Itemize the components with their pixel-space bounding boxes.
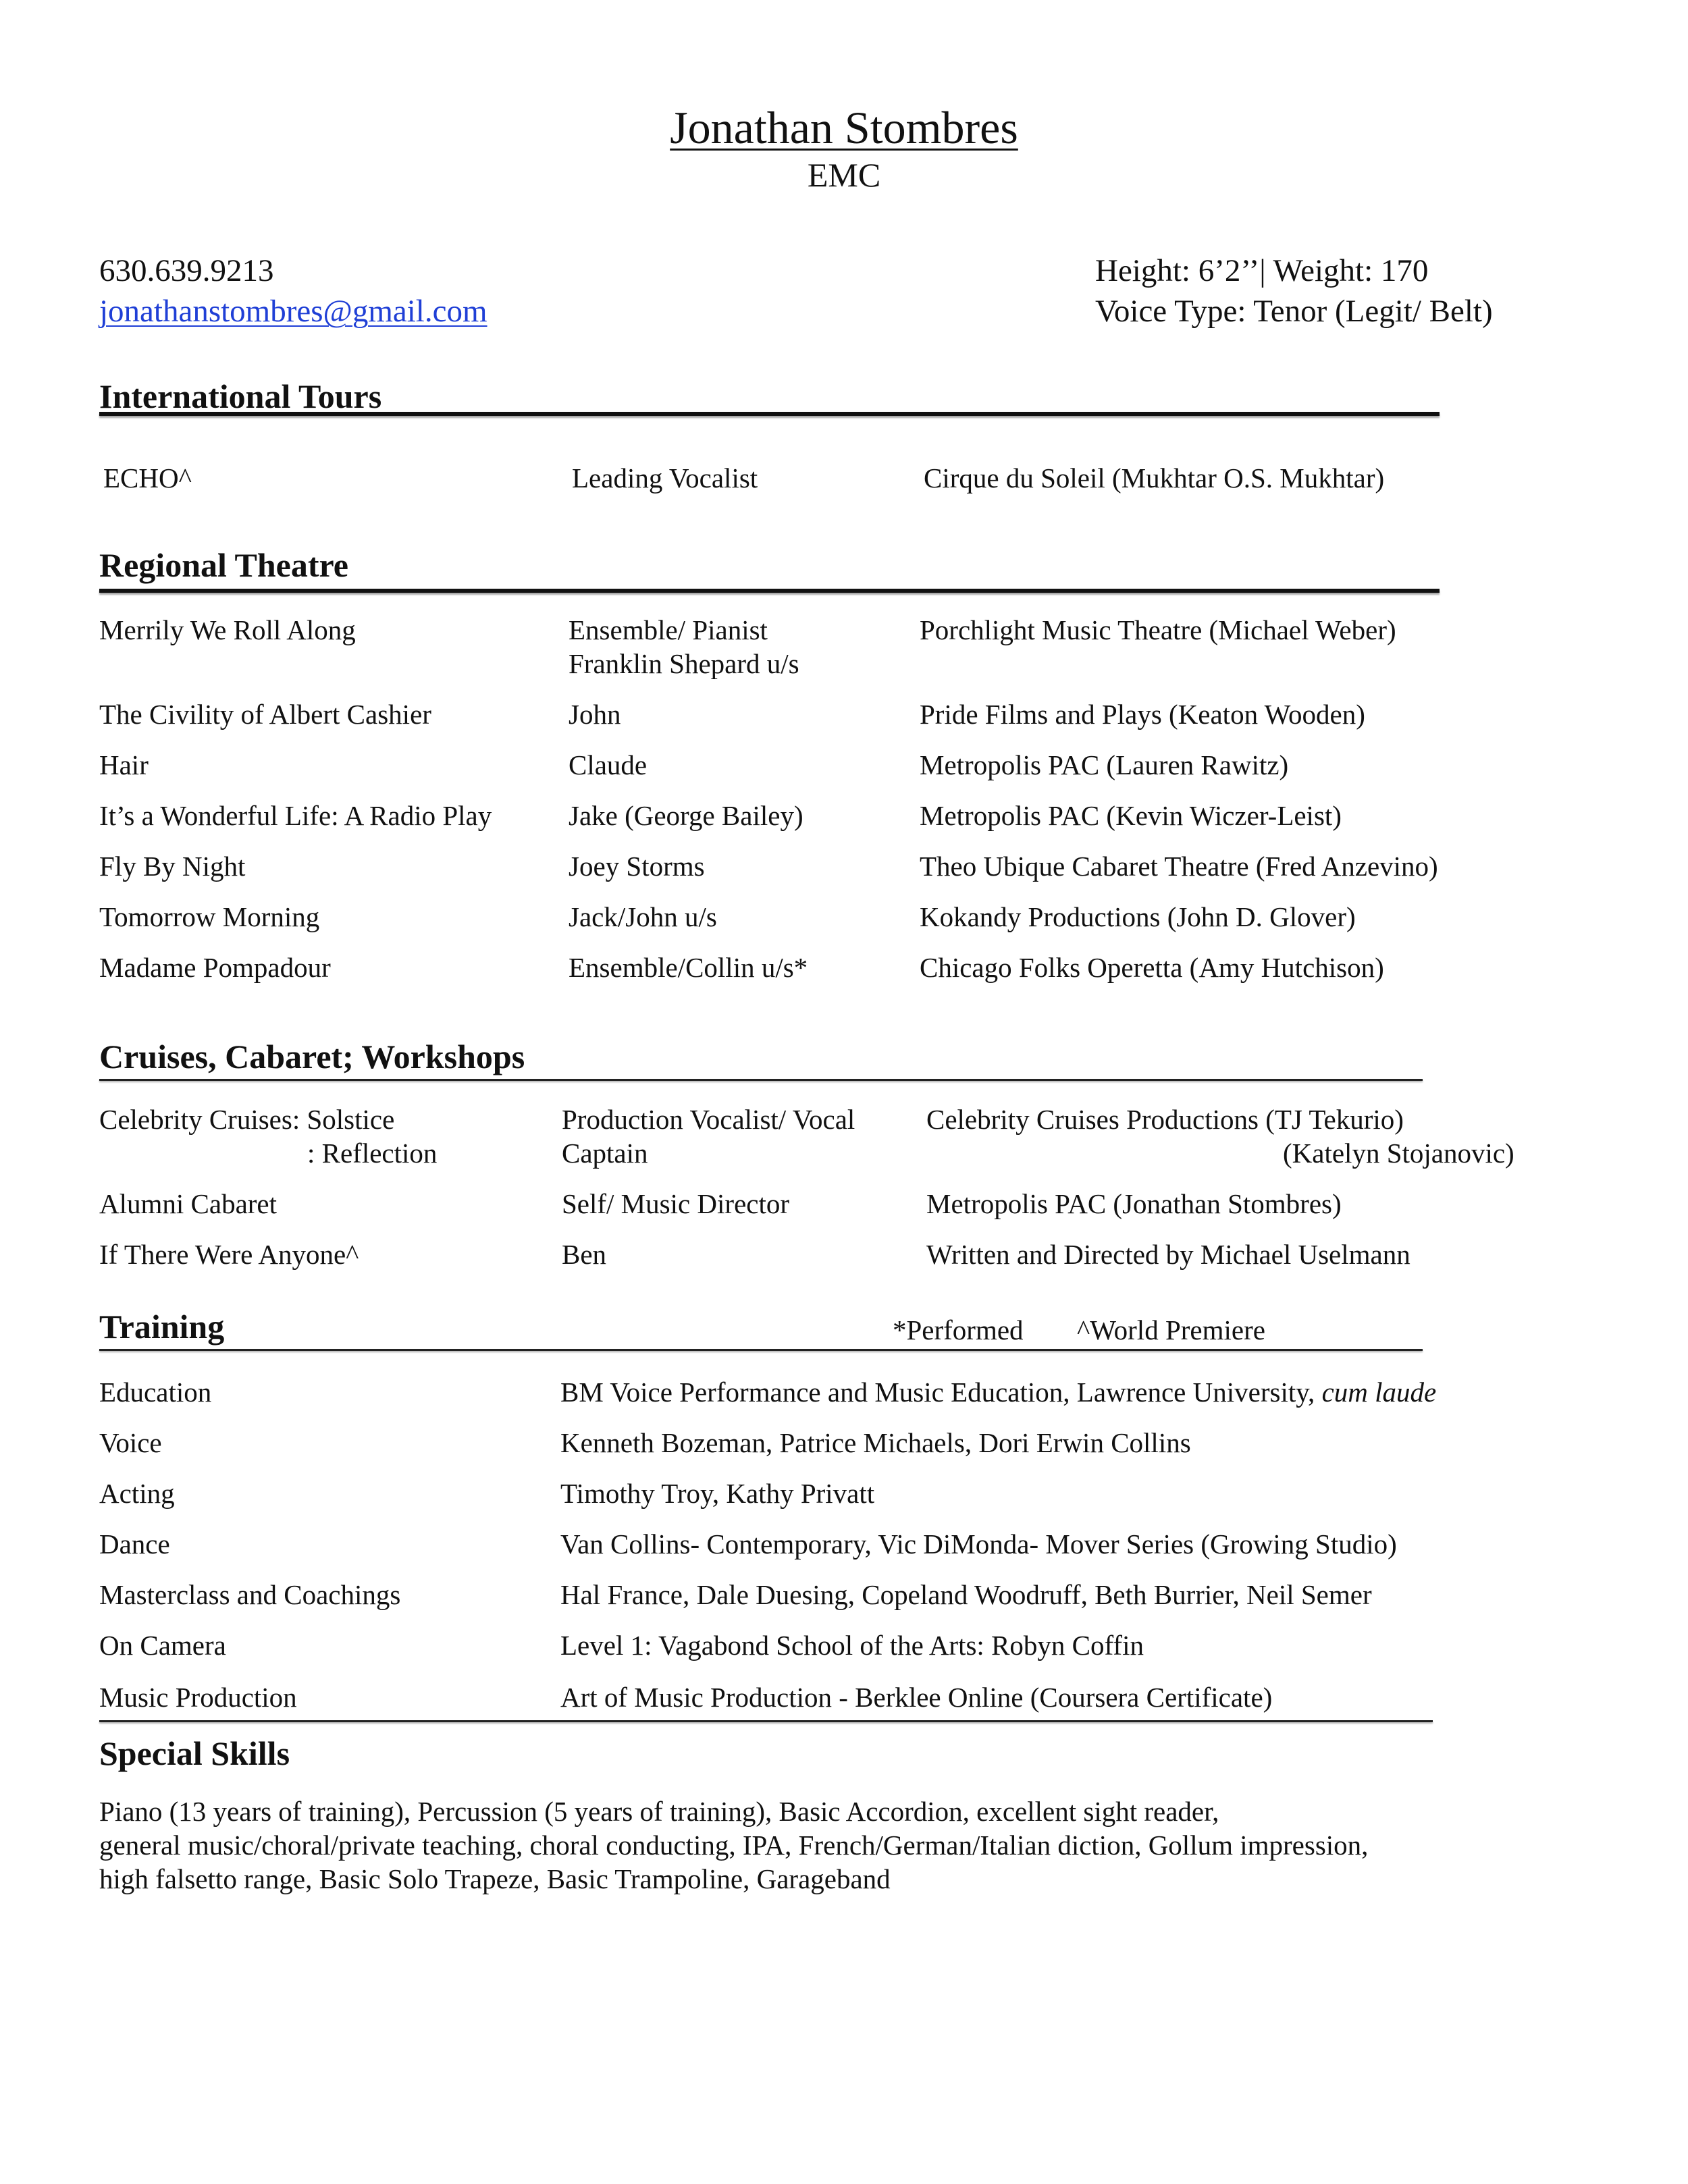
role: Production Vocalist/ Vocal	[562, 1104, 855, 1135]
company: Theo Ubique Cabaret Theatre (Fred Anzevino)	[920, 851, 1438, 882]
section-title-cruises: Cruises, Cabaret; Workshops	[99, 1038, 525, 1075]
role: Ben	[562, 1239, 607, 1270]
training-detail: Timothy Troy, Kathy Privatt	[560, 1478, 875, 1509]
show-title: ECHO^	[103, 462, 192, 494]
show-title-line-2: : Reflection	[307, 1138, 438, 1169]
company: Kokandy Productions (John D. Glover)	[920, 901, 1356, 932]
email-link[interactable]: jonathanstombres@gmail.com	[99, 294, 487, 329]
role: John	[569, 699, 621, 730]
company-line-2: (Katelyn Stojanovic)	[1283, 1138, 1514, 1169]
role-line-2: Captain	[562, 1138, 648, 1169]
section-title-regional-theatre: Regional Theatre	[99, 546, 348, 584]
show-title: Hair	[99, 749, 149, 780]
training-category: Acting	[99, 1478, 175, 1509]
show-title: Fly By Night	[99, 851, 246, 882]
role: Leading Vocalist	[572, 462, 758, 494]
role-line-2: Franklin Shepard u/s	[569, 648, 799, 679]
company: Pride Films and Plays (Keaton Wooden)	[920, 699, 1365, 730]
show-title: Tomorrow Morning	[99, 901, 320, 932]
phone-number: 630.639.9213	[99, 253, 274, 288]
show-title: Madame Pompadour	[99, 952, 331, 983]
role: Self/ Music Director	[562, 1188, 790, 1219]
company: Metropolis PAC (Lauren Rawitz)	[920, 749, 1289, 780]
height-weight: Height: 6’2’’| Weight: 170	[1095, 253, 1429, 288]
company: Cirque du Soleil (Mukhtar O.S. Mukhtar)	[924, 462, 1385, 494]
skills-line: Piano (13 years of training), Percussion (5 years of training), Basic Accordion, excellent sight reader,	[99, 1796, 1219, 1827]
section-title-special-skills: Special Skills	[99, 1734, 290, 1772]
show-title: The Civility of Albert Cashier	[99, 699, 431, 730]
show-title: Merrily We Roll Along	[99, 614, 356, 645]
company: Written and Directed by Michael Uselmann	[926, 1239, 1410, 1270]
section-title-international-tours: International Tours	[99, 377, 382, 415]
legend-performed: *Performed	[893, 1314, 1024, 1346]
section-divider	[99, 1349, 1423, 1351]
training-category: Education	[99, 1377, 212, 1408]
company: Celebrity Cruises Productions (TJ Tekurio)	[926, 1104, 1404, 1135]
resume-name: Jonathan Stombres	[670, 102, 1018, 153]
union-status: EMC	[807, 156, 881, 194]
training-category: Dance	[99, 1528, 170, 1560]
training-category: Masterclass and Coachings	[99, 1579, 401, 1610]
role: Claude	[569, 749, 648, 780]
company: Metropolis PAC (Kevin Wiczer-Leist)	[920, 800, 1342, 831]
legend-world-premiere: ^World Premiere	[1077, 1314, 1265, 1346]
training-category: Voice	[99, 1427, 162, 1458]
role: Jack/John u/s	[569, 901, 717, 932]
training-detail: Art of Music Production - Berklee Online (Coursera Certificate)	[560, 1682, 1273, 1713]
training-detail: Van Collins- Contemporary, Vic DiMonda- Mover Series (Growing Studio)	[560, 1528, 1397, 1560]
section-divider	[99, 589, 1440, 593]
training-detail: Level 1: Vagabond School of the Arts: Robyn Coffin	[560, 1630, 1144, 1661]
company: Porchlight Music Theatre (Michael Weber)	[920, 614, 1396, 645]
voice-type: Voice Type: Tenor (Legit/ Belt)	[1095, 294, 1493, 329]
section-divider	[99, 412, 1440, 416]
show-title: Alumni Cabaret	[99, 1188, 278, 1219]
role: Jake (George Bailey)	[569, 800, 803, 831]
training-detail: BM Voice Performance and Music Education, Lawrence University, cum laude	[560, 1377, 1437, 1408]
show-title: It’s a Wonderful Life: A Radio Play	[99, 800, 492, 831]
skills-line: general music/choral/private teaching, choral conducting, IPA, French/German/Italian diction, Gollum impression,	[99, 1830, 1369, 1861]
section-divider	[99, 1079, 1423, 1081]
skills-line: high falsetto range, Basic Solo Trapeze, Basic Trampoline, Garageband	[99, 1863, 891, 1894]
section-title-training: Training	[99, 1308, 225, 1346]
company: Chicago Folks Operetta (Amy Hutchison)	[920, 952, 1384, 983]
role: Joey Storms	[569, 851, 705, 882]
show-title: Celebrity Cruises: Solstice	[99, 1104, 395, 1135]
company: Metropolis PAC (Jonathan Stombres)	[926, 1188, 1342, 1219]
show-title: If There Were Anyone^	[99, 1239, 359, 1270]
section-divider	[99, 1720, 1433, 1722]
special-skills-text	[99, 1794, 1368, 1896]
training-category: On Camera	[99, 1630, 226, 1661]
training-detail: Kenneth Bozeman, Patrice Michaels, Dori Erwin Collins	[560, 1427, 1191, 1458]
training-detail: Hal France, Dale Duesing, Copeland Woodruff, Beth Burrier, Neil Semer	[560, 1579, 1372, 1610]
role: Ensemble/ Pianist	[569, 614, 768, 645]
role: Ensemble/Collin u/s*	[569, 952, 808, 983]
training-category: Music Production	[99, 1682, 297, 1713]
